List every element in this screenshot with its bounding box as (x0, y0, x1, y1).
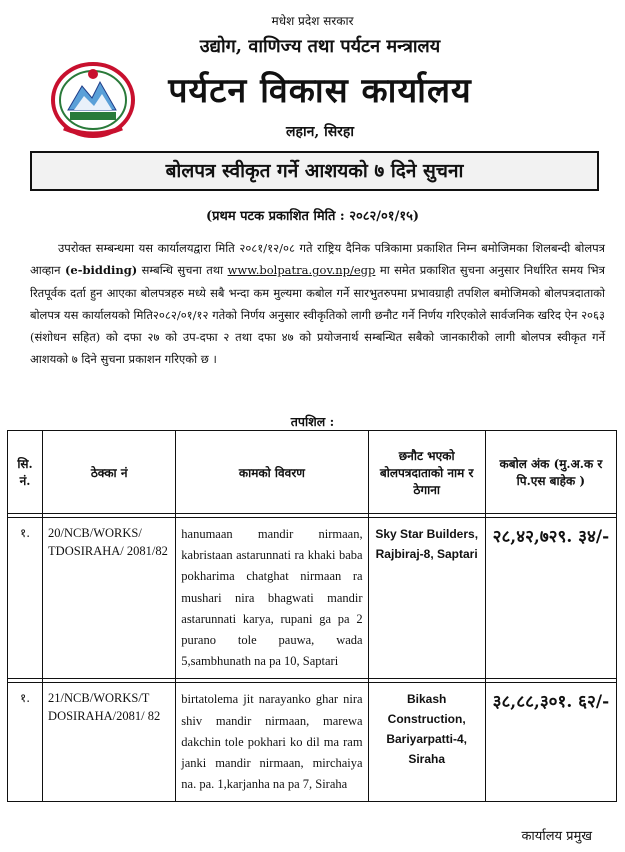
row-sn: १. (8, 683, 43, 802)
office-location: लहान, सिरहा (286, 124, 354, 140)
header-sn: सि. नं. (8, 431, 43, 514)
ebidding-label: (e-bidding) (64, 263, 138, 278)
table-row (8, 518, 617, 679)
signatory-title: कार्यालय प्रमुख (521, 829, 592, 844)
row-description: birtatolema jit narayanko ghar nira shiv mandir nirmaan, marewa dakchin tole pokhari ko dil ma ram janki mandir nirmaan, mirchaiya na. pa. 1,karjanha na pa 7, Siraha (176, 683, 368, 802)
table-caption: तपशिल : (290, 414, 335, 429)
ministry-name: उद्योग, वाणिज्य तथा पर्यटन मन्त्रालय (199, 36, 441, 57)
header-contract-no: ठेक्का नं (43, 431, 176, 514)
body-text-1: उपरोक्त सम्बन्धमा यस कार्यालयद्वारा मिति २०८१/१२/०८ गते राष्ट्रिय दैनिक पत्रिकामा प्रकाशित निम्न बमोजिमका शिलबन्दी बोलपत्र आव्हान (30, 241, 605, 278)
row-sn: १. (8, 518, 43, 679)
office-name: पर्यटन विकास कार्यालय (168, 71, 472, 111)
body-text-3: मा समेत प्रकाशित सुचना अनुसार निर्धारित समय भित्र रितपूर्वक दर्ता हुन आएका बोलपत्रहरु मध्ये सबै भन्दा कम मुल्यमा कबोल गर्ने सारभुतरुपमा प्रभावग्राही तपशिल बमोजिमको बोलपत्रदाताको बोलपत्र यस कार्यालयको मिति२०८२/०१/१२ गतेको निर्णय अनुसार स्वीकृतिको लागी छनौट गर्ने निर्णय गरिएकोले सार्वजनिक खरिद ऐन २०६३ (संशोधन सहित) को दफा २७ को उप-दफा २ तथा दफा ४७ को प्रयोजनार्थ सम्बन्धित सबैको जानकारीको लागी बोलपत्र स्वीकृत गर्ने आशयको ७ दिने सुचना प्रकाशन गरिएको छ । (30, 263, 605, 367)
header-description: कामको विवरण (176, 431, 368, 514)
notice-body (30, 237, 605, 371)
table-row (8, 683, 617, 802)
notice-title: बोलपत्र स्वीकृत गर्ने आशयको ७ दिने सुचना (30, 151, 599, 191)
egp-portal-link[interactable]: www.bolpatra.gov.np/egp (227, 263, 376, 278)
row-bidder: Sky Star Builders, Rajbiraj-8, Saptari (368, 518, 485, 679)
government-name: मधेश प्रदेश सरकार (271, 14, 354, 28)
publication-date: (प्रथम पटक प्रकाशित मिति : २०८२/०१/१५) (206, 209, 419, 224)
tender-table (7, 430, 617, 802)
header-bidder: छनौट भएको बोलपत्रदाताको नाम र ठेगाना (368, 431, 485, 514)
row-contract-no: 21/NCB/WORKS/T DOSIRAHA/2081/ 82 (43, 683, 176, 802)
row-bidder: Bikash Construction, Bariyarpatti-4, Siraha (368, 683, 485, 802)
row-amount: २८,४२,७२९. ३४/- (485, 518, 616, 679)
header-amount: कबोल अंक (मु.अ.क र पि.एस बाहेक ) (485, 431, 616, 514)
table-header-row (8, 431, 617, 514)
body-text-2: सम्बन्धि सुचना तथा (137, 263, 228, 278)
row-amount: ३८,८८,३०१. ६२/- (485, 683, 616, 802)
row-description: hanumaan mandir nirmaan, kabristaan astarunnati ra khaki baba pokharima chatghat nirmaan ra mushari nira bhagwati mandir astarunnati karya, rupani ga pa 2 purano tole pauwa, wada 5,sambhunath na pa 10, Saptari (176, 518, 368, 679)
row-contract-no: 20/NCB/WORKS/ TDOSIRAHA/ 2081/82 (43, 518, 176, 679)
